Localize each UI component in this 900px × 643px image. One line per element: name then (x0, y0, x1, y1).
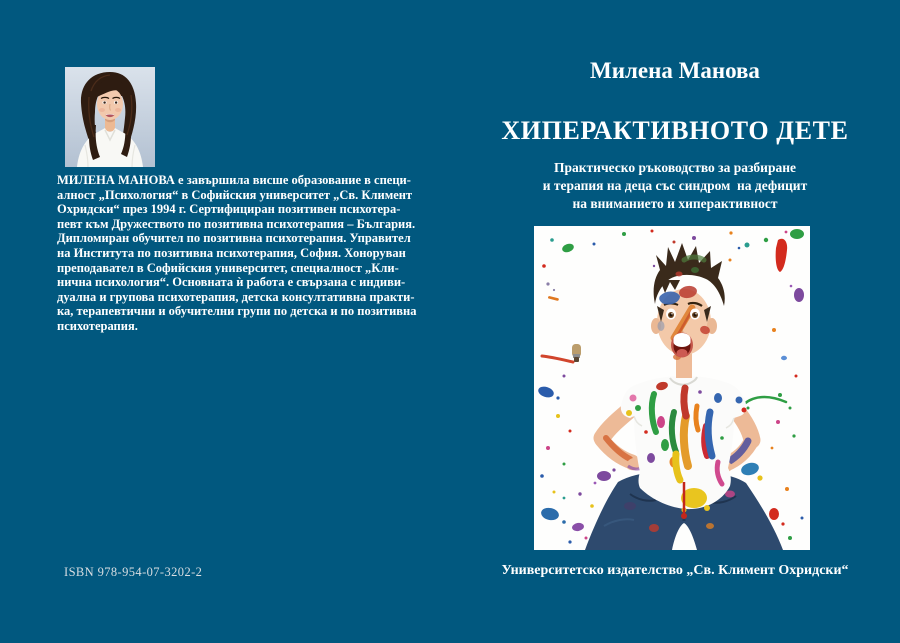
bio-line: психотерапия. (57, 318, 138, 333)
bio-line: алност „Психология“ в Софийския университет „Св. Климент (57, 187, 413, 202)
bio-line: на Института по позитивна психотерапия, София. Хоноруван (57, 245, 406, 260)
bio-line: певт към Дружеството по позитивна психотерапия – България. (57, 216, 416, 231)
subtitle-line: Практическо ръководство за разбиране (554, 160, 796, 175)
author-portrait-photo (65, 67, 155, 167)
bio-line: преподавател в Софийския университет, специалност „Кли- (57, 260, 399, 275)
author-bio-text (57, 173, 417, 334)
subtitle-line: и терапия на деца със синдром на дефицит (542, 178, 808, 193)
paint-covered-child-photo (534, 226, 810, 550)
bio-line: Дипломиран обучител по позитивна психотерапия. Управител (57, 231, 411, 246)
bio-line: МИЛЕНА МАНОВА е завършила висше образование в специ- (57, 173, 411, 187)
front-cover (450, 0, 900, 643)
book-title: ХИПЕРАКТИВНОТО ДЕТЕ (501, 116, 849, 145)
bio-line: нична психология“. Основната ѝ работа е свързана с индиви- (57, 275, 406, 290)
isbn-text: ISBN 978-954-07-3202-2 (64, 565, 203, 579)
bio-line: Охридски“ през 1994 г. Сертифициран позитивен психотера- (57, 202, 401, 217)
book-subtitle (450, 159, 900, 213)
author-name: Милена Манова (590, 58, 760, 83)
bio-line: дуална и групова психотерапия, детска консултативна практи- (57, 289, 415, 304)
bio-line: ка, терапевтични и обучителни групи по детска и по позитивна (57, 304, 417, 319)
subtitle-line: на вниманието и хиперактивност (572, 196, 778, 211)
publisher-name: Университетско издателство „Св. Климент Охридски“ (501, 563, 849, 578)
